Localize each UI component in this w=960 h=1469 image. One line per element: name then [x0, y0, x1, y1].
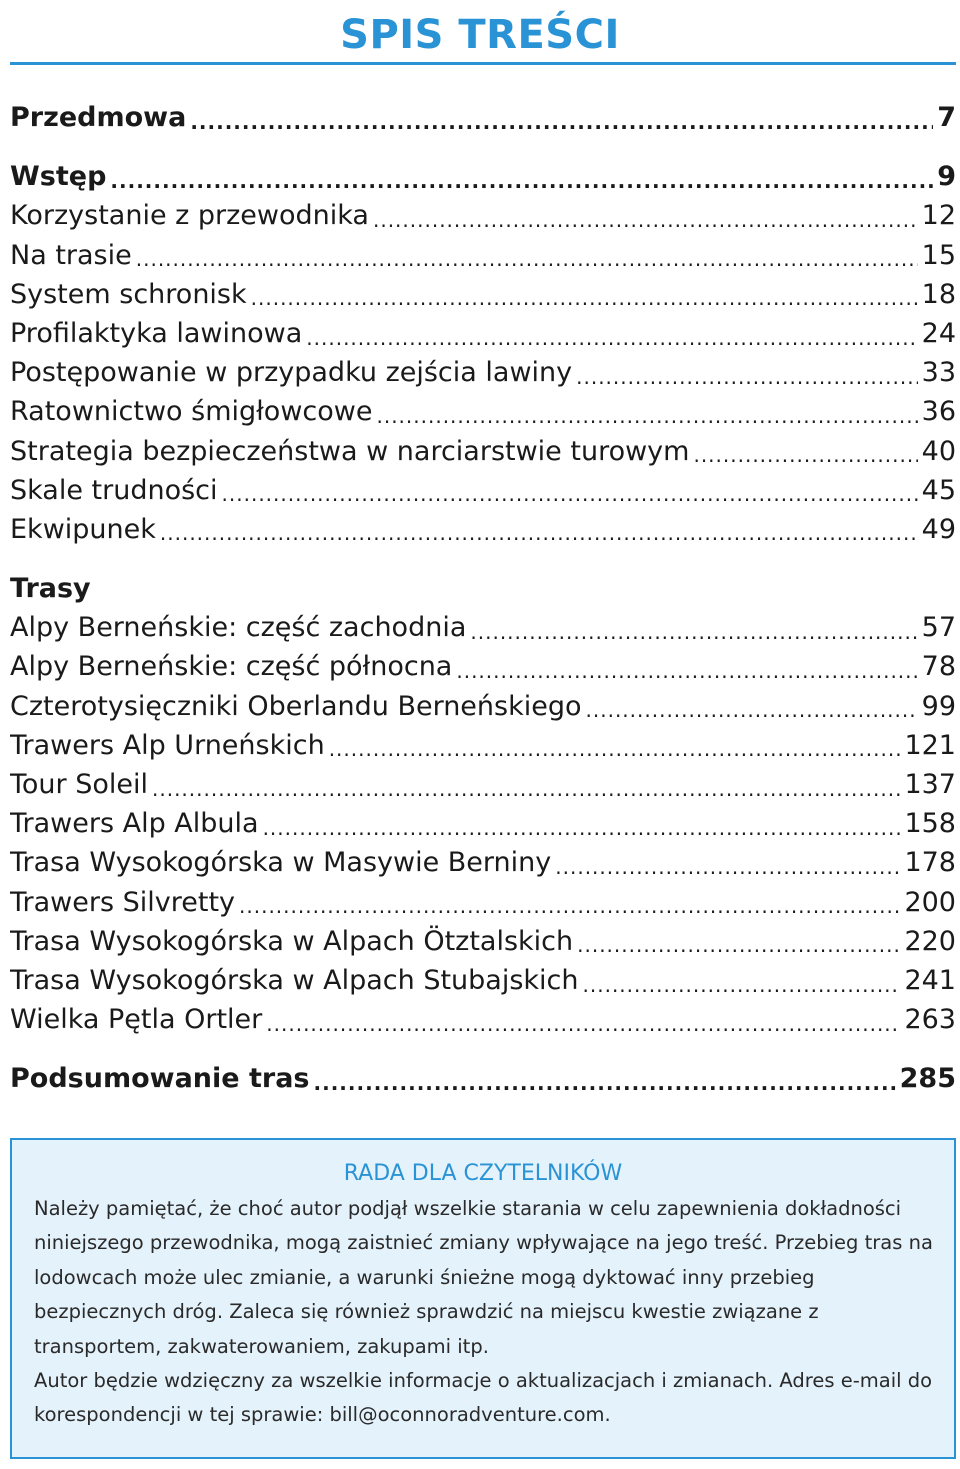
section-heading: Trasy: [10, 573, 91, 605]
toc-entry-page: 241: [904, 964, 956, 996]
toc-entry-page: 178: [904, 847, 956, 879]
toc-entry-label: Trawers Alp Albula: [10, 808, 259, 840]
wstep-section-list: [10, 196, 956, 549]
toc-entry[interactable]: [10, 883, 956, 922]
leader-dots: [555, 857, 900, 877]
toc-entry[interactable]: [10, 843, 956, 882]
toc-entry[interactable]: [10, 647, 956, 686]
toc-entry-przedmowa[interactable]: [10, 98, 956, 137]
toc-entry-label: Tour Soleil: [10, 769, 148, 800]
toc-entry-page: 18: [921, 278, 956, 310]
leader-dots: [263, 818, 901, 838]
leader-dots: [239, 896, 900, 916]
toc-entry[interactable]: [10, 392, 956, 431]
toc-entry-page: 40: [921, 435, 956, 467]
toc-entry[interactable]: [10, 961, 956, 1000]
toc-entry-label: Ratownictwo śmigłowcowe: [10, 396, 373, 428]
reader-advice-box: [10, 1138, 956, 1459]
title-divider: [10, 62, 956, 65]
toc-entry[interactable]: [10, 1000, 956, 1039]
toc-entry-page: 24: [921, 317, 956, 349]
leader-dots: [222, 484, 918, 504]
toc-entry-label: Podsumowanie tras: [10, 1063, 310, 1095]
leader-dots: [329, 739, 901, 759]
toc-entry-page: 99: [921, 690, 956, 722]
leader-dots: [470, 622, 917, 642]
toc-entry-label: Na trasie: [10, 239, 132, 271]
toc-entry-page: 33: [921, 357, 956, 389]
toc-entry-label: Wstęp: [10, 161, 107, 193]
advice-box-text: [34, 1192, 934, 1433]
toc-entry-label: Profilaktyka lawinowa: [10, 317, 303, 349]
toc-entry-label: Strategia bezpieczeństwa w narciarstwie turowym: [10, 435, 690, 467]
leader-dots: [376, 406, 917, 426]
leader-dots: [190, 112, 933, 132]
toc-entry-page: 49: [921, 513, 956, 545]
toc-entry-page: 220: [904, 925, 956, 957]
leader-dots: [586, 700, 918, 720]
toc-heading-trasy: [10, 569, 956, 608]
toc-entry-label: System schronisk: [10, 278, 247, 310]
toc-entry-wstep[interactable]: [10, 157, 956, 196]
toc-entry-label: Trawers Silvretty: [10, 886, 236, 918]
leader-dots: [110, 171, 933, 191]
toc-entry-page: 263: [904, 1004, 956, 1036]
toc-entry[interactable]: [10, 687, 956, 726]
toc-entry-label: Przedmowa: [10, 102, 187, 133]
toc-entry-page: 57: [921, 612, 956, 644]
toc-entry-label: Skale trudności: [10, 474, 218, 506]
toc-entry-page: 121: [904, 729, 956, 761]
leader-dots: [152, 779, 900, 799]
leader-dots: [136, 249, 918, 269]
toc-entry-label: Ekwipunek: [10, 513, 156, 545]
section-gap: [10, 1039, 956, 1059]
advice-box-title: RADA DLA CZYTELNIKÓW: [343, 1161, 623, 1186]
leader-dots: [373, 210, 918, 230]
toc-entry-page: 285: [899, 1063, 956, 1095]
toc-entry[interactable]: [10, 353, 956, 392]
toc-entry-page: 137: [904, 769, 956, 800]
toc-entry-label: Trawers Alp Urneńskich: [10, 729, 325, 761]
toc-entry[interactable]: [10, 471, 956, 510]
toc-entry-page: 200: [904, 886, 956, 918]
trasy-section-list: [10, 608, 956, 1039]
leader-dots: [693, 445, 917, 465]
toc-entry-label: Wielka Pętla Ortler: [10, 1004, 263, 1036]
leader-dots: [314, 1073, 896, 1093]
toc-entry-page: 36: [921, 396, 956, 428]
toc-entry[interactable]: [10, 765, 956, 804]
toc-entry-page: 7: [937, 102, 956, 133]
toc-entry[interactable]: [10, 804, 956, 843]
leader-dots: [306, 328, 917, 348]
toc-entry[interactable]: [10, 922, 956, 961]
leader-dots: [577, 935, 900, 955]
toc-entry-podsumowanie[interactable]: [10, 1059, 956, 1098]
advice-paragraph: Autor będzie wdzięczny za wszelkie informacje o aktualizacjach i zmianach. Adres e-mail do korespondencji w tej sprawie: bill@oconnoradventure.com.: [34, 1369, 933, 1427]
toc-entry-label: Postępowanie w przypadku zejścia lawiny: [10, 357, 573, 389]
advice-paragraph: Należy pamiętać, że choć autor podjął wszelkie starania w celu zapewnienia dokładności niniejszego przewodnika, mogą zaistnieć zmiany wpływające na jego treść. Przebieg tras na lodowcach może ulec zmianie, a warunki śnieżne mogą dyktować inny przebieg bezpiecznych dróg. Zaleca się również sprawdzić na miejscu kwestie związane z transportem, zakwaterowaniem, zakupami itp.: [34, 1197, 933, 1358]
toc-entry[interactable]: [10, 432, 956, 471]
toc-entry[interactable]: [10, 608, 956, 647]
toc-entry-label: Trasa Wysokogórska w Masywie Berniny: [10, 847, 552, 879]
section-gap: [10, 549, 956, 569]
toc-entry-label: Czterotysięczniki Oberlandu Berneńskiego: [10, 690, 582, 722]
toc-entry-page: 158: [904, 808, 956, 840]
leader-dots: [456, 661, 917, 681]
toc-entry[interactable]: [10, 236, 956, 275]
toc-entry-page: 9: [937, 161, 956, 193]
page-title: SPIS TREŚCI: [340, 12, 620, 58]
toc-entry[interactable]: [10, 196, 956, 235]
toc-entry-label: Trasa Wysokogórska w Alpach Ötztalskich: [10, 925, 574, 957]
toc-entry-label: Trasa Wysokogórska w Alpach Stubajskich: [10, 964, 579, 996]
toc-entry[interactable]: [10, 726, 956, 765]
section-gap: [10, 137, 956, 157]
toc-entry[interactable]: [10, 275, 956, 314]
leader-dots: [583, 975, 901, 995]
toc-entry-label: Korzystanie z przewodnika: [10, 200, 369, 232]
leader-dots: [266, 1014, 900, 1034]
toc-entry-page: 78: [921, 651, 956, 683]
leader-dots: [160, 523, 918, 543]
leader-dots: [576, 367, 918, 387]
toc-entry-page: 15: [921, 239, 956, 271]
toc-entry[interactable]: [10, 510, 956, 549]
toc-entry-label: Alpy Berneńskie: część zachodnia: [10, 612, 467, 644]
table-of-contents: [10, 98, 956, 1099]
toc-entry-page: 12: [921, 200, 956, 232]
leader-dots: [251, 288, 918, 308]
toc-entry-page: 45: [921, 474, 956, 506]
toc-entry-label: Alpy Berneńskie: część północna: [10, 651, 453, 683]
toc-entry[interactable]: [10, 314, 956, 353]
